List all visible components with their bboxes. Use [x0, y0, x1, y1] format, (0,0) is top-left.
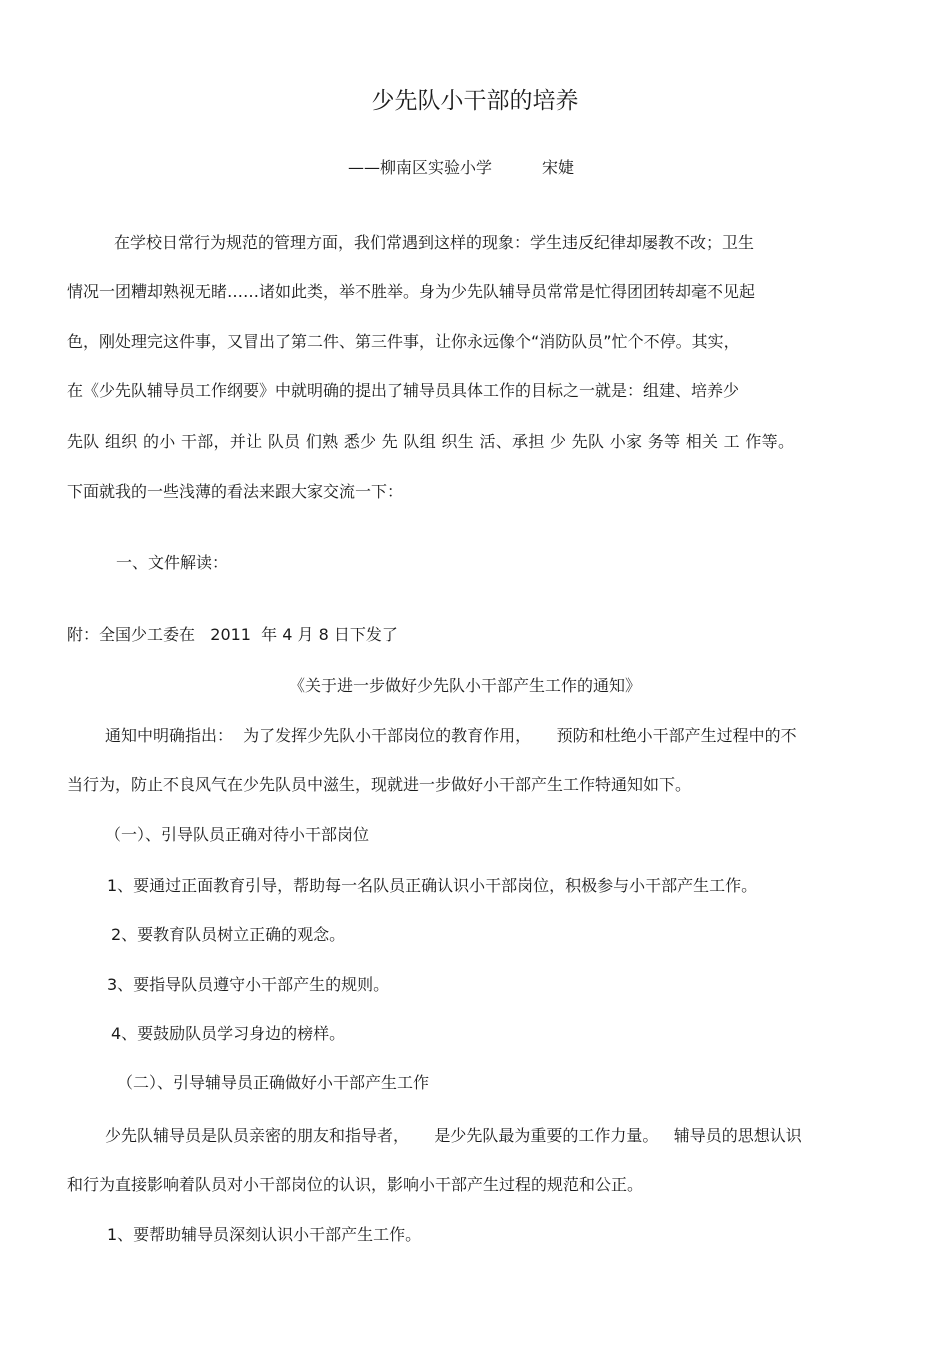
part-heading: （二）、引导辅导员正确做好小干部产生工作	[117, 1073, 430, 1092]
intro-line: 情况一团糟却熟视无睹……诸如此类，举不胜举。身为少先队辅导员常常是忙得团团转却毫不见起	[67, 282, 756, 301]
author-school: ——柳南区实验小学	[348, 158, 493, 177]
list-item: 1、要通过正面教育引导，帮助每一名队员正确认识小干部岗位，积极参与小干部产生工作。	[107, 876, 758, 895]
list-item: 3、要指导队员遵守小干部产生的规则。	[107, 975, 390, 994]
part-heading: （一）、引导队员正确对待小干部岗位	[105, 825, 370, 844]
attachment-line: 附：全国少工委在 2011 年 4 月 8 日下发了	[67, 625, 398, 644]
notice-body-line: 通知中明确指出： 为了发挥少先队小干部岗位的教育作用， 预防和杜绝小干部产生过程中的不	[105, 726, 797, 745]
author-name: 宋婕	[542, 158, 575, 177]
notice-body-line: 当行为，防止不良风气在少先队员中滋生，现就进一步做好小干部产生工作特通知如下。	[67, 775, 692, 794]
intro-line: 色，刚处理完这件事，又冒出了第二件、第三件事，让你永远像个“消防队员”忙个不停。其实，	[67, 332, 740, 351]
list-item: 1、要帮助辅导员深刻认识小干部产生工作。	[107, 1225, 422, 1244]
document-title: 少先队小干部的培养	[371, 88, 579, 114]
intro-line: 先队 组织 的小 干部，并让 队员 们熟 悉少 先 队组 织生 活、承担 少 先队 小家 务等 相关 工 作等。	[67, 432, 795, 451]
part-body-line: 少先队辅导员是队员亲密的朋友和指导者， 是少先队最为重要的工作力量。 辅导员的思想认识	[105, 1126, 802, 1145]
list-item: 2、要教育队员树立正确的观念。	[111, 925, 346, 944]
part-body-line: 和行为直接影响着队员对小干部岗位的认识，影响小干部产生过程的规范和公正。	[67, 1175, 644, 1194]
author-line	[348, 157, 574, 179]
list-item: 4、要鼓励队员学习身边的榜样。	[111, 1024, 346, 1043]
intro-line: 下面就我的一些浅薄的看法来跟大家交流一下：	[67, 482, 404, 501]
intro-line: 在《少先队辅导员工作纲要》中就明确的提出了辅导员具体工作的目标之一就是：组建、培养少	[67, 381, 740, 400]
notice-title: 《关于进一步做好少先队小干部产生工作的通知》	[288, 676, 641, 695]
section-heading: 一、文件解读：	[116, 553, 229, 572]
intro-line: 在学校日常行为规范的管理方面，我们常遇到这样的现象：学生违反纪律却屡教不改；卫生	[114, 233, 755, 252]
